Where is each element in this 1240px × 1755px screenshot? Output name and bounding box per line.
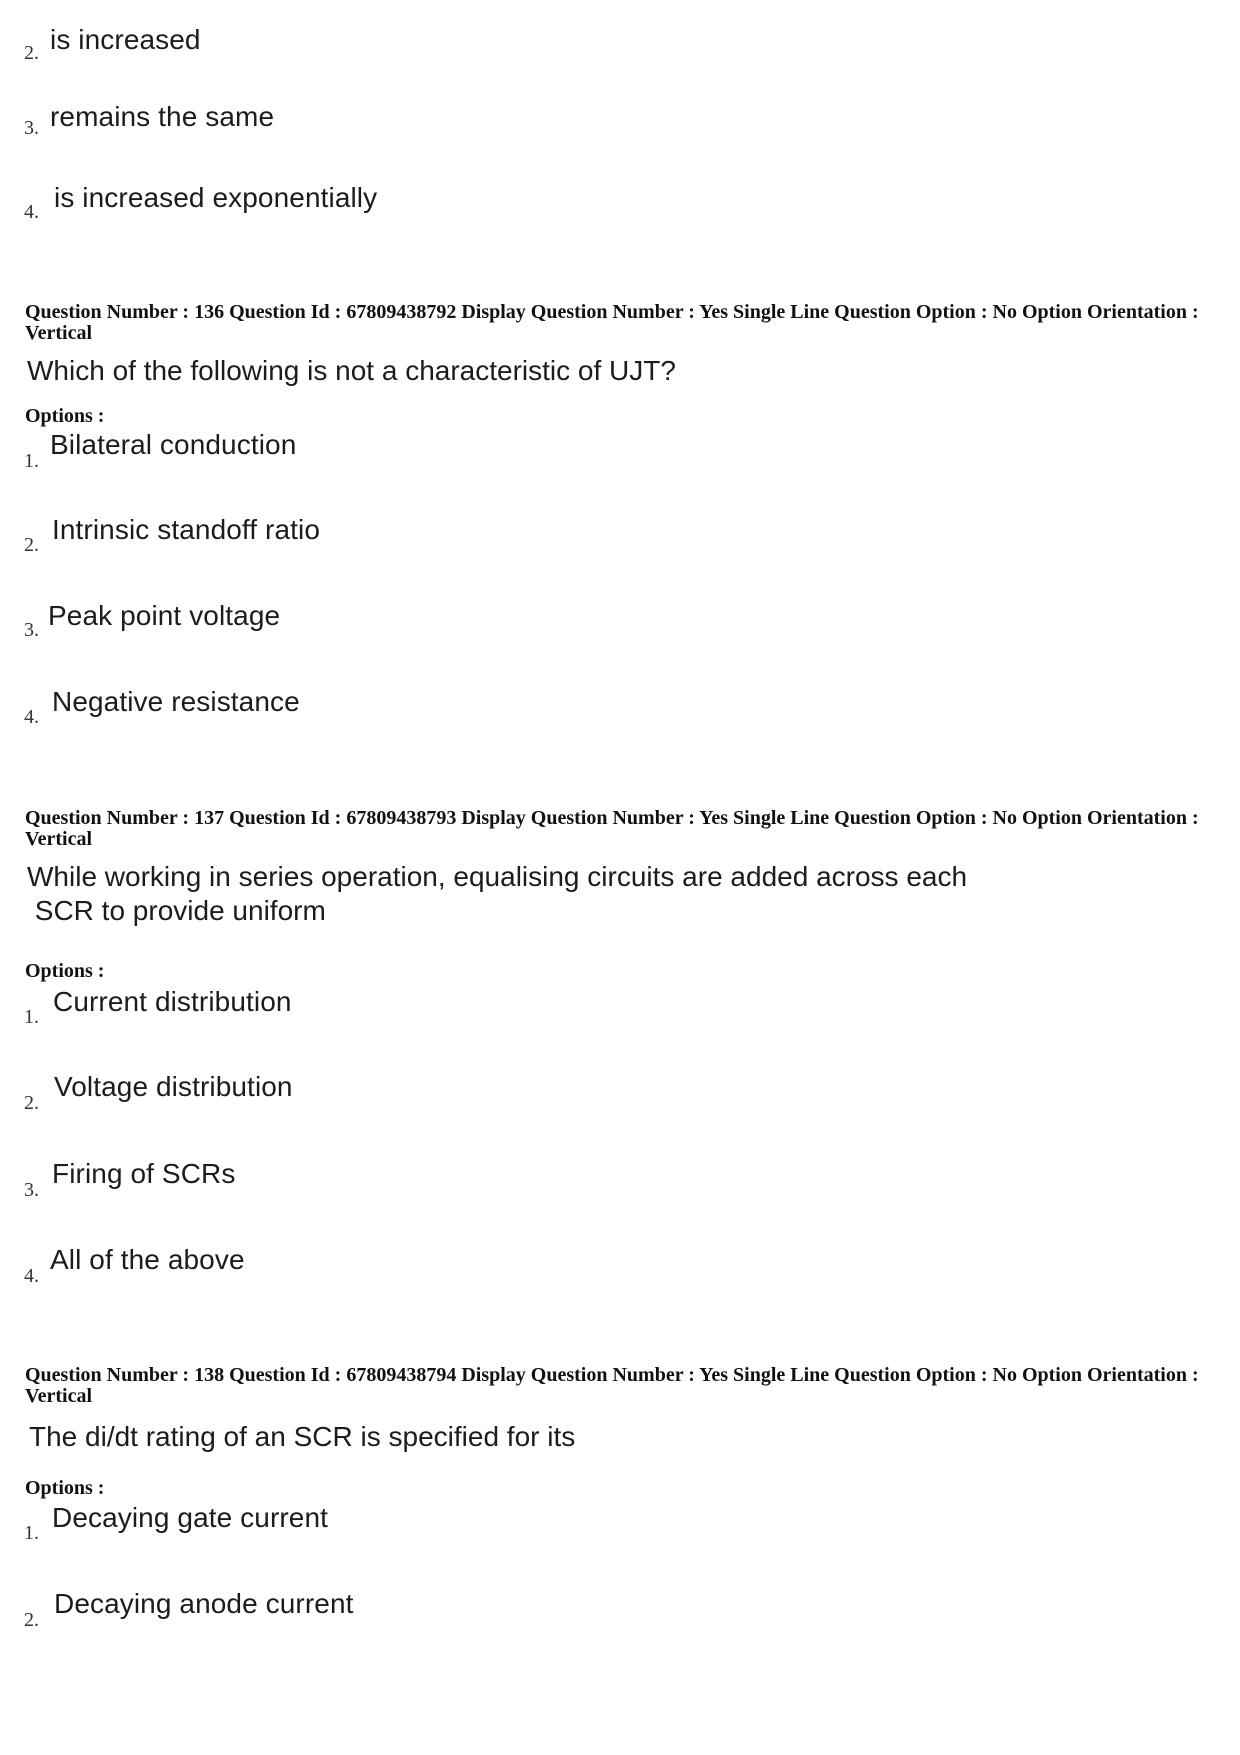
question-meta: Question Number : 136 Question Id : 67809438792 Display Question Number : Yes Single Line Question Option : No Option Orientation : Vertical xyxy=(25,301,1199,344)
option-number: 3. xyxy=(24,117,39,139)
option-number: 4. xyxy=(24,1265,39,1287)
option-number: 4. xyxy=(24,706,39,728)
option-text: Decaying gate current xyxy=(52,1502,329,1533)
options-label: Options : xyxy=(25,405,105,427)
options-label: Options : xyxy=(25,960,105,982)
option-text: is increased exponentially xyxy=(54,182,378,213)
option-text: Bilateral conduction xyxy=(50,429,297,460)
option-text: remains the same xyxy=(50,101,275,132)
question-stem-line-2: SCR to provide uniform xyxy=(27,895,326,926)
option-text: Decaying anode current xyxy=(54,1588,354,1619)
option-number: 3. xyxy=(24,619,39,641)
question-stem-line-1: While working in series operation, equalising circuits are added across each xyxy=(27,861,968,892)
option-text: Peak point voltage xyxy=(48,600,281,631)
option-text: Firing of SCRs xyxy=(52,1158,236,1189)
option-number: 1. xyxy=(24,1522,39,1544)
option-number: 2. xyxy=(24,534,39,556)
option-text: All of the above xyxy=(50,1244,245,1275)
option-number: 2. xyxy=(24,42,39,64)
option-number: 1. xyxy=(24,1006,39,1028)
option-text: Current distribution xyxy=(53,986,292,1017)
option-text: Intrinsic standoff ratio xyxy=(52,514,321,545)
option-text: Voltage distribution xyxy=(54,1071,293,1102)
option-number: 4. xyxy=(24,201,39,223)
options-label: Options : xyxy=(25,1477,105,1499)
option-text: Negative resistance xyxy=(52,686,300,717)
option-number: 1. xyxy=(24,450,39,472)
question-meta: Question Number : 137 Question Id : 67809438793 Display Question Number : Yes Single Line Question Option : No Option Orientation : Vertical xyxy=(25,807,1199,850)
option-number: 2. xyxy=(24,1092,39,1114)
option-number: 2. xyxy=(24,1609,39,1631)
option-number: 3. xyxy=(24,1179,39,1201)
option-text: is increased xyxy=(50,24,201,55)
question-stem: Which of the following is not a characteristic of UJT? xyxy=(27,355,676,386)
question-stem: The di/dt rating of an SCR is specified for its xyxy=(29,1421,576,1452)
question-meta: Question Number : 138 Question Id : 67809438794 Display Question Number : Yes Single Line Question Option : No Option Orientation : Vertical xyxy=(25,1364,1199,1407)
